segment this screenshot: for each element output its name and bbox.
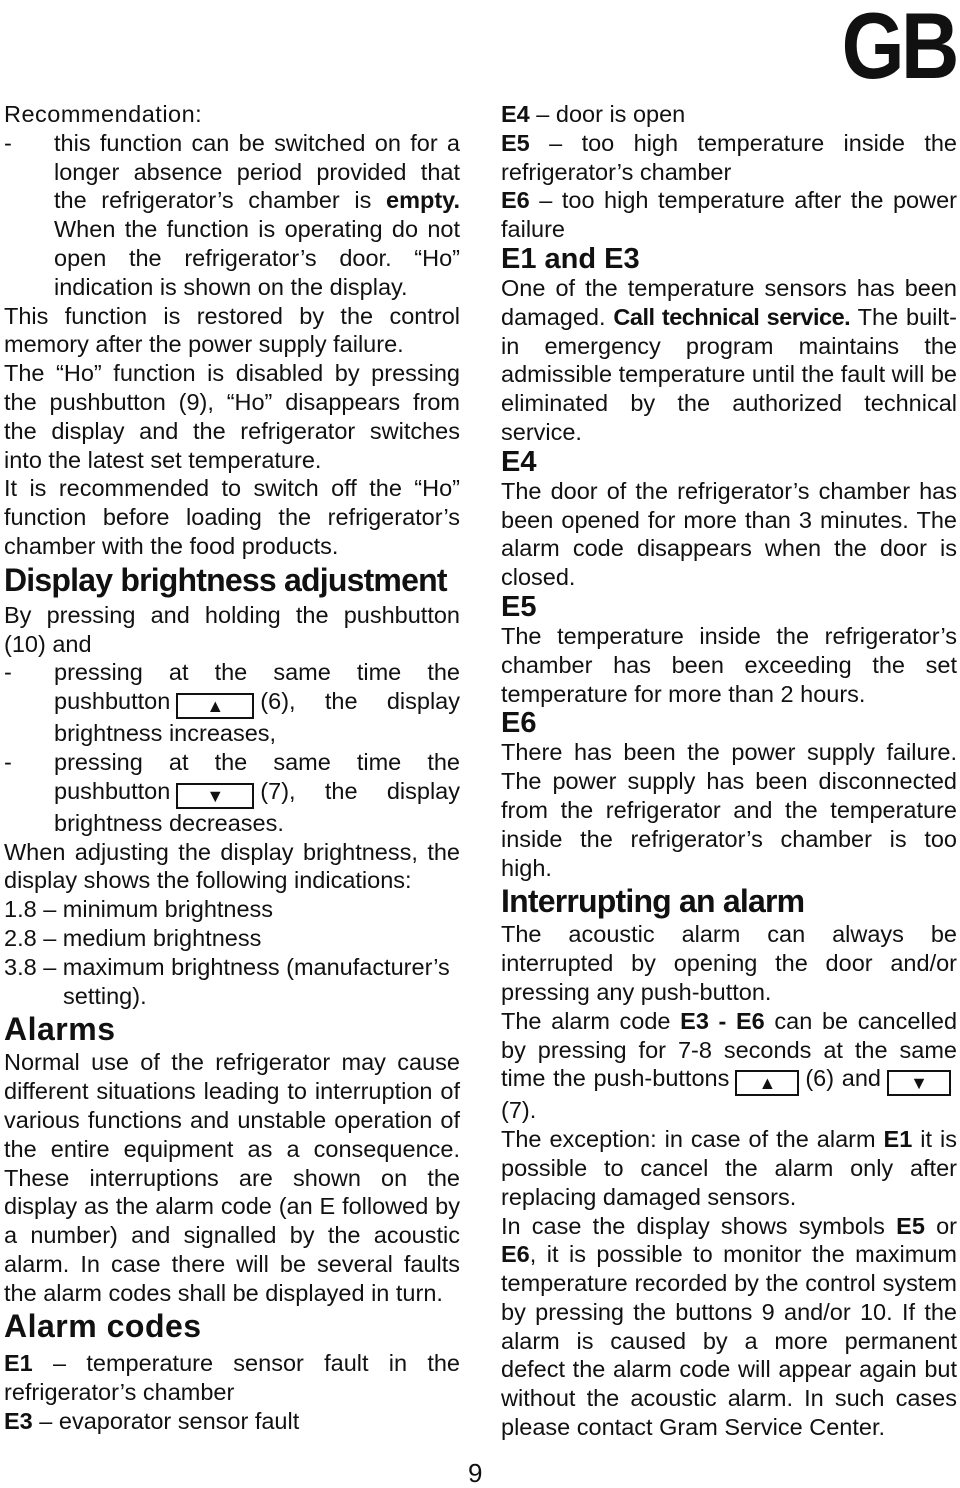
bullet-dash: -	[4, 659, 12, 686]
indication-maximum-cont: setting).	[63, 982, 147, 1009]
page-number: 9	[468, 1458, 483, 1488]
up-triangle-icon: ▲	[176, 693, 254, 719]
code-key: E4	[501, 101, 530, 127]
code-e3	[4, 1407, 460, 1436]
paragraph-e1-e3	[501, 274, 957, 447]
bullet-dash: -	[4, 129, 12, 156]
text-run: this function can be switched on for a longer absence period provided that the refrigerator’s chamber is	[54, 129, 460, 214]
right-column	[501, 100, 957, 1442]
heading-e4: E4	[501, 445, 537, 478]
paragraph-interrupt: The acoustic alarm can always be interrupted by opening the door and/or pressing any push-button.	[501, 921, 957, 1005]
text-run: (6), the display brightness increases,	[54, 688, 460, 747]
indication-minimum: 1.8 – minimum brightness	[4, 896, 274, 923]
paragraph-recommended: It is recommended to switch off the “Ho” function before loading the refrigerator’s chamber with the food products.	[4, 475, 460, 559]
text-run: The alarm code	[501, 1007, 681, 1034]
code-text: – too high temperature after the power failure	[501, 187, 957, 243]
recommendation-label: Recommendation:	[4, 101, 203, 127]
bold-run: E3 - E6	[680, 1007, 765, 1034]
language-code: GB	[841, 0, 956, 98]
text-run: pressing at the same time the pushbutton	[54, 748, 460, 804]
code-e6	[501, 186, 957, 244]
bold-run: empty.	[386, 187, 460, 214]
code-text: – evaporator sensor fault	[32, 1408, 300, 1435]
indication-maximum: 3.8 – maximum brightness (manufacturer’s	[4, 953, 450, 980]
bold-run: E5	[896, 1212, 925, 1239]
left-column	[4, 100, 460, 1436]
heading-display-brightness: Display brightness adjustment	[4, 561, 447, 598]
paragraph-disabled: The “Ho” function is disabled by pressing the pushbutton (9), “Ho” disappears from the display and the refrigerator switches into the latest set temperature.	[4, 360, 460, 473]
bold-run: Call technical service.	[613, 303, 851, 330]
heading-e6: E6	[501, 707, 537, 740]
text-run: In case the display shows symbols	[501, 1212, 897, 1239]
bold-run: E6	[501, 1241, 530, 1268]
heading-e5: E5	[501, 590, 537, 623]
code-e5	[501, 129, 957, 187]
heading-alarms: Alarms	[4, 1011, 116, 1048]
text-run: or	[924, 1212, 957, 1239]
heading-interrupting-alarm: Interrupting an alarm	[501, 883, 805, 920]
down-triangle-icon: ▼	[887, 1070, 951, 1096]
brightness-bullet-decrease	[4, 748, 460, 838]
indication-medium: 2.8 – medium brightness	[4, 924, 262, 951]
bullet-dash: -	[4, 748, 12, 775]
code-text: – too high temperature inside the refrigerator’s chamber	[501, 129, 957, 185]
down-triangle-icon: ▼	[176, 783, 254, 809]
text-run: When the function is operating do not open the refrigerator’s door. “Ho” indication is shown on the display.	[54, 216, 460, 300]
text-run: The exception: in case of the alarm	[501, 1126, 884, 1153]
code-key: E5	[501, 129, 530, 156]
heading-e1-e3: E1 and E3	[501, 242, 640, 275]
paragraph-e4: The door of the refrigerator’s chamber has been opened for more than 3 minutes. The alarm code disappears when the door is closed.	[501, 477, 957, 591]
bullet-text	[54, 748, 460, 838]
paragraph-alarms: Normal use of the refrigerator may cause different situations leading to interruption of various functions and unstable operation of the entire equipment as a consequence. These interruptions are shown on the display as the alarm code (an E followed by a number) and signalled by the acoustic alarm. In case there will be several faults the alarm codes shall be displayed in turn.	[4, 1049, 460, 1306]
heading-alarm-codes: Alarm codes	[4, 1308, 202, 1345]
code-text: – door is open	[529, 101, 686, 127]
text-run: (7).	[501, 1097, 537, 1124]
code-key: E1	[4, 1350, 33, 1377]
brightness-bullet-increase	[4, 658, 460, 748]
code-key: E3	[4, 1408, 33, 1435]
bullet-text	[54, 658, 460, 748]
paragraph-pressing: By pressing and holding the pushbutton (10) and	[4, 601, 460, 657]
recommendation-text	[54, 129, 460, 302]
paragraph-exception	[501, 1125, 957, 1211]
text-run: (7), the display brightness decreases.	[54, 777, 460, 836]
paragraph-restored: This function is restored by the control memory after the power supply failure.	[4, 302, 460, 358]
text-run: pressing at the same time the pushbutton	[54, 659, 460, 715]
text-run: The built-in emergency program maintains the admissible temperature until the fault will be eliminated by the authorized technical service.	[501, 303, 957, 445]
text-run: it is possible to cancel the alarm only after replacing damaged sensors.	[501, 1126, 957, 1210]
up-triangle-icon: ▲	[735, 1070, 799, 1096]
code-e1	[4, 1349, 460, 1407]
paragraph-display-symbols	[501, 1212, 957, 1442]
bold-run: E1	[883, 1126, 913, 1153]
paragraph-e5: The temperature inside the refrigerator’s chamber has been exceeding the set temperature for more than 2 hours.	[501, 622, 957, 707]
recommendation-bullet	[4, 129, 460, 302]
paragraph-e6: There has been the power supply failure. The power supply has been disconnected from the refrigerator and the temperature inside the refrigerator’s chamber is too high.	[501, 739, 957, 881]
paragraph-adjusting: When adjusting the display brightness, the display shows the following indications:	[4, 838, 460, 894]
text-run: (6) and	[805, 1065, 881, 1092]
text-run: , it is possible to monitor the maximum temperature recorded by the control system by pressing the buttons 9 and/or 10. If the alarm is caused by a more permanent defect the alarm code will appear again but without the acoustic alarm. In such cases please contact Gram Service Center.	[501, 1241, 957, 1441]
code-key: E6	[501, 187, 530, 214]
code-e4	[501, 100, 957, 129]
text-run: One of the temperature sensors has been damaged.	[501, 274, 957, 330]
text-run: can be cancelled by pressing for 7-8 seconds at the same time the push-buttons	[501, 1007, 958, 1092]
paragraph-cancel	[501, 1007, 957, 1125]
code-text: – temperature sensor fault in the refrigerator’s chamber	[4, 1350, 460, 1406]
